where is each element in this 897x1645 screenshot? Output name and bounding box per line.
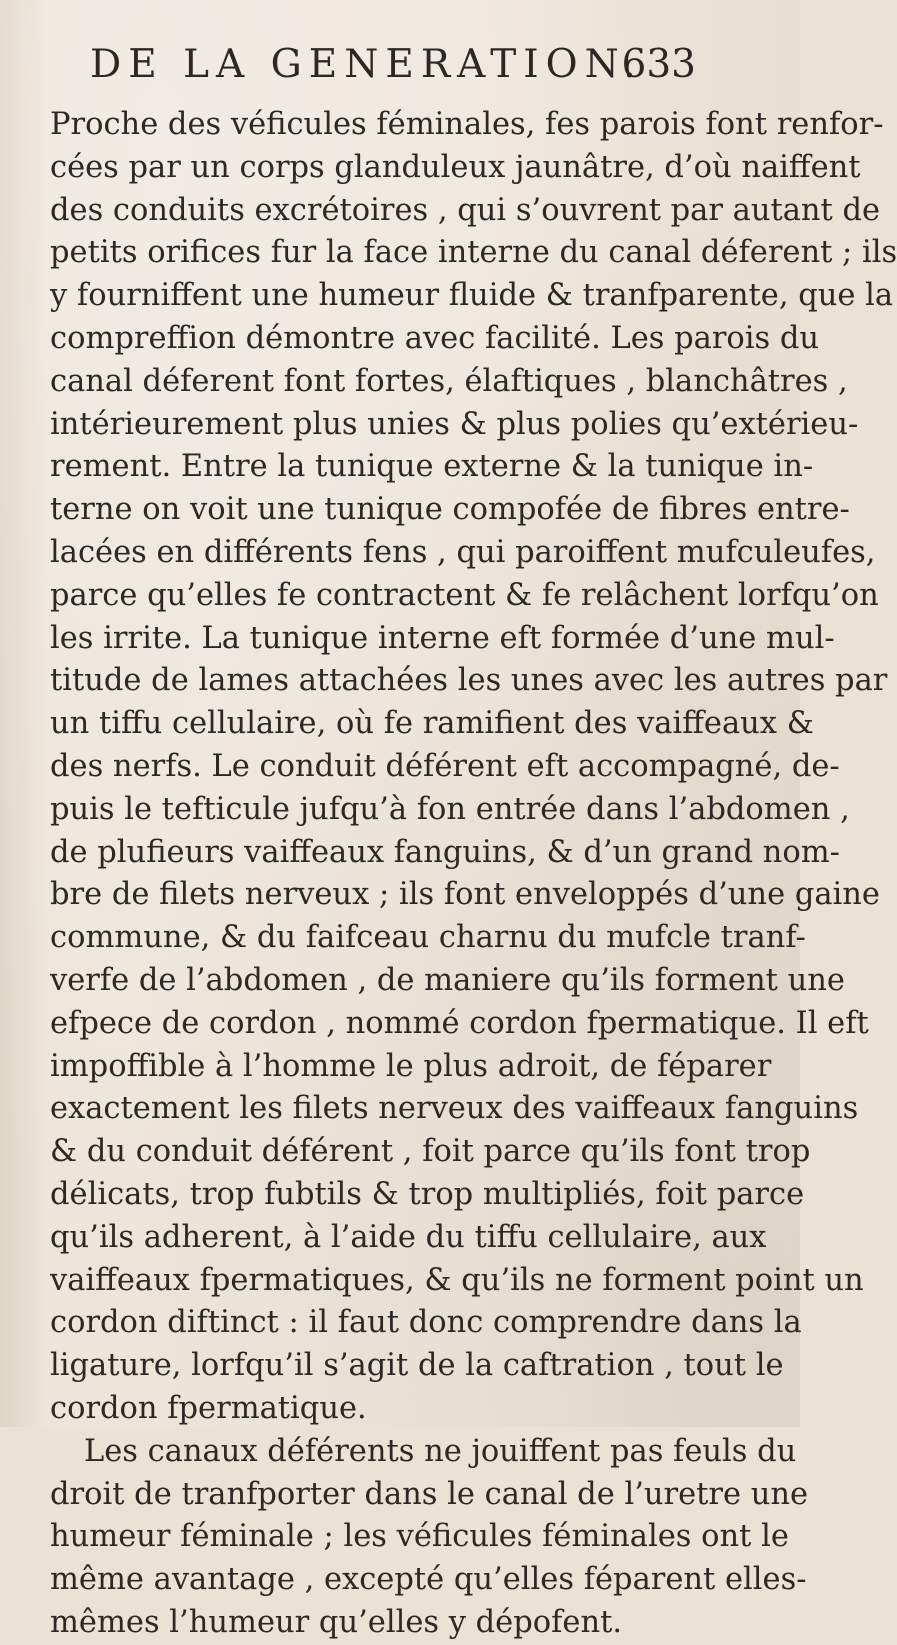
text-line: bre de filets nerveux ; ils font enveloppés d’une gaine bbox=[50, 877, 880, 913]
text-line: droit de tranfporter dans le canal de l’uretre une bbox=[50, 1476, 809, 1512]
page-header bbox=[0, 42, 800, 98]
text-line: mêmes l’humeur qu’elles y dépofent. bbox=[50, 1604, 623, 1640]
text-line: terne on voit une tunique compofée de fibres entre- bbox=[50, 492, 850, 528]
text-line: ligature, lorfqu’il s’agit de la caftration , tout le bbox=[50, 1348, 784, 1384]
text-line: parce qu’elles fe contractent & fe relâchent lorfqu’on bbox=[50, 577, 879, 613]
text-line: Proche des véficules féminales, fes parois font renfor- bbox=[50, 107, 884, 142]
text-line: & du conduit déférent , foit parce qu’ils font trop bbox=[50, 1134, 811, 1170]
text-line: humeur féminale ; les véficules féminales ont le bbox=[50, 1519, 789, 1555]
text-line: des conduits excrétoires , qui s’ouvrent par autant de bbox=[50, 192, 881, 228]
text-line: même avantage , excepté qu’elles féparent elles- bbox=[50, 1562, 807, 1598]
text-line: verfe de l’abdomen , de maniere qu’ils forment une bbox=[50, 962, 845, 998]
text-line: y fourniffent une humeur fluide & tranfparente, que la bbox=[50, 278, 894, 314]
text-line: cordon diftinct : il faut donc comprendre dans la bbox=[50, 1305, 802, 1341]
text-line: qu’ils adherent, à l’aide du tiffu cellulaire, aux bbox=[50, 1219, 767, 1255]
text-line: compreffion démontre avec facilité. Les parois du bbox=[50, 320, 820, 356]
text-line: canal déferent font fortes, élaftiques , blanchâtres , bbox=[50, 363, 848, 399]
text-line: des nerfs. Le conduit déférent eft accompagné, de- bbox=[50, 748, 840, 784]
text-line: intérieurement plus unies & plus polies qu’extérieu- bbox=[50, 406, 859, 442]
text-line: Les canaux déférents ne jouiffent pas feuls du bbox=[84, 1433, 797, 1469]
text-line: cordon fpermatique. bbox=[50, 1390, 367, 1426]
running-title: DE LA GENERATION. bbox=[90, 42, 643, 87]
text-line: lacées en différents fens , qui paroiffent mufculeufes, bbox=[50, 534, 876, 570]
text-line: de plufieurs vaiffeaux fanguins, & d’un grand nom- bbox=[50, 834, 840, 870]
text-line: un tiffu cellulaire, où fe ramifient des vaiffeaux & bbox=[50, 706, 814, 742]
text-line: petits orifices fur la face interne du canal déferent ; ils bbox=[50, 235, 897, 271]
text-line: exactement les filets nerveux des vaiffeaux fanguins bbox=[50, 1091, 859, 1127]
text-line: impoffible à l’homme le plus adroit, de féparer bbox=[50, 1048, 772, 1084]
text-line: efpece de cordon , nommé cordon fpermatique. Il eft bbox=[50, 1005, 869, 1041]
text-line: rement. Entre la tunique externe & la tunique in- bbox=[50, 449, 814, 485]
text-line: vaiffeaux fpermatiques, & qu’ils ne forment point un bbox=[50, 1262, 864, 1298]
body-text bbox=[50, 104, 897, 1645]
text-line: puis le tefticule jufqu’à fon entrée dans l’abdomen , bbox=[50, 791, 850, 827]
paragraph-1 bbox=[50, 104, 897, 1431]
text-line: délicats, trop fubtils & trop multipliés, foit parce bbox=[50, 1176, 805, 1212]
text-line: cées par un corps glanduleux jaunâtre, d’où naiffent bbox=[50, 149, 861, 185]
text-line: commune, & du faifceau charnu du mufcle tranf- bbox=[50, 920, 806, 956]
text-line: titude de lames attachées les unes avec les autres par bbox=[50, 663, 888, 699]
paragraph-2 bbox=[50, 1431, 809, 1645]
text-line: les irrite. La tunique interne eft formée d’une mul- bbox=[50, 620, 835, 656]
page-number: 633 bbox=[621, 42, 696, 87]
